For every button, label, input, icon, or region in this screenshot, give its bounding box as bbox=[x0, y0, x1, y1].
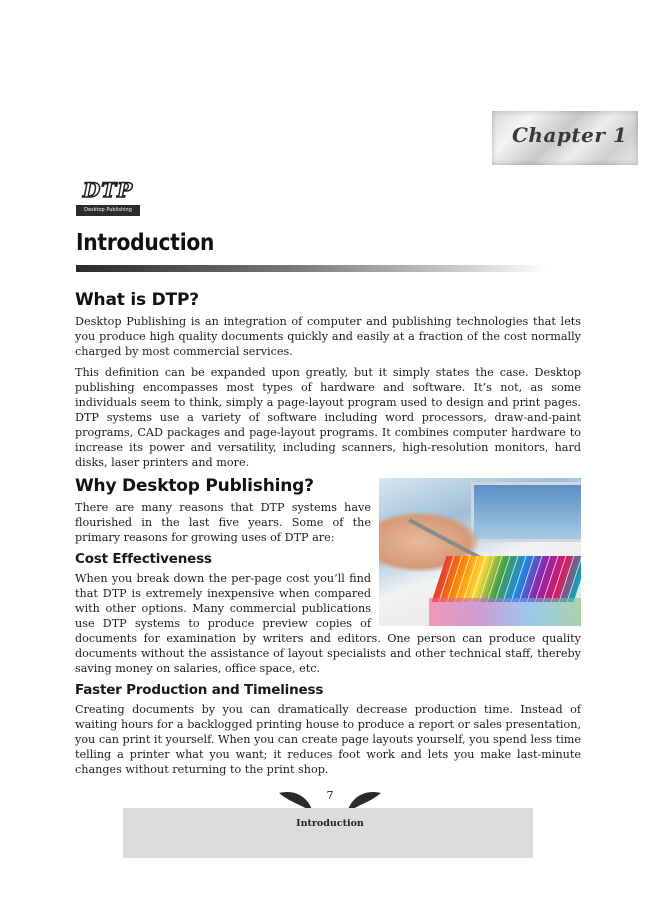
chapter-banner bbox=[492, 111, 638, 165]
footer-bar bbox=[123, 808, 533, 858]
section-heading-why-desktop-publishing: Why Desktop Publishing? bbox=[75, 476, 314, 496]
paragraph: When you break down the per-page cost you’ll find that DTP is extremely inexpensive when compared with other options. Many commercial publications use DTP systems to produce preview copies of documents for examination by writers and editors. One person can produce quality documents without the assistance of layout specialists and other technical staff, thereby saving money on salaries, office space, etc. bbox=[75, 572, 581, 675]
page-title: Introduction bbox=[76, 230, 215, 256]
paragraph-text: This definition can be expanded upon greatly, but it simply states the case. Desktop publishing encompasses most types of hardware and software. It’s not, as some individuals seem to think, simply a page-layout program used to design and print pages. DTP systems use a variety of software including word processors, draw-and-paint programs, CAD packages and page-layout programs. It combines computer hardware to increase its power and versatility, including scanners, high-resolution monitors, hard disks, laser printers and more. bbox=[75, 366, 581, 469]
chapter-label: Chapter 1 bbox=[512, 123, 628, 147]
page-number: 7 bbox=[326, 789, 334, 802]
subheading-cost-effectiveness: Cost Effectiveness bbox=[75, 551, 212, 567]
paragraph: Creating documents by you can dramatically decrease production time. Instead of waiting hours for a backlogged printing house to produce a report or sales presentation, you can print it yourself. When you can create page layouts yourself, you spend less time telling a printer what you want; it reduces foot work and lets you make last-minute changes without returning to the print shop. bbox=[75, 703, 581, 776]
dtp-photo-image bbox=[379, 478, 581, 626]
print-sheet-graphic bbox=[429, 598, 581, 626]
color-swatches-graphic bbox=[432, 556, 581, 602]
section-heading-what-is-dtp: What is DTP? bbox=[75, 290, 199, 310]
paragraph: There are many reasons that DTP systems have flourished in the last five years. Some of the primary reasons for growing uses of DTP are: bbox=[75, 501, 371, 544]
footer-label: Introduction bbox=[296, 818, 364, 829]
logo-subtitle: Desktop Publishing bbox=[76, 205, 140, 216]
logo-mark: DTP bbox=[76, 176, 140, 204]
title-rule bbox=[76, 265, 548, 272]
paragraph: Desktop Publishing is an integration of computer and publishing technologies that lets you produce high quality documents quickly and easily at a fraction of the cost normally charged by most commercial services. bbox=[75, 315, 581, 358]
main-content bbox=[75, 290, 581, 783]
monitor-graphic bbox=[471, 482, 581, 542]
paragraph bbox=[75, 365, 581, 470]
subheading-faster-production: Faster Production and Timeliness bbox=[75, 682, 324, 698]
dtp-logo bbox=[76, 176, 140, 216]
